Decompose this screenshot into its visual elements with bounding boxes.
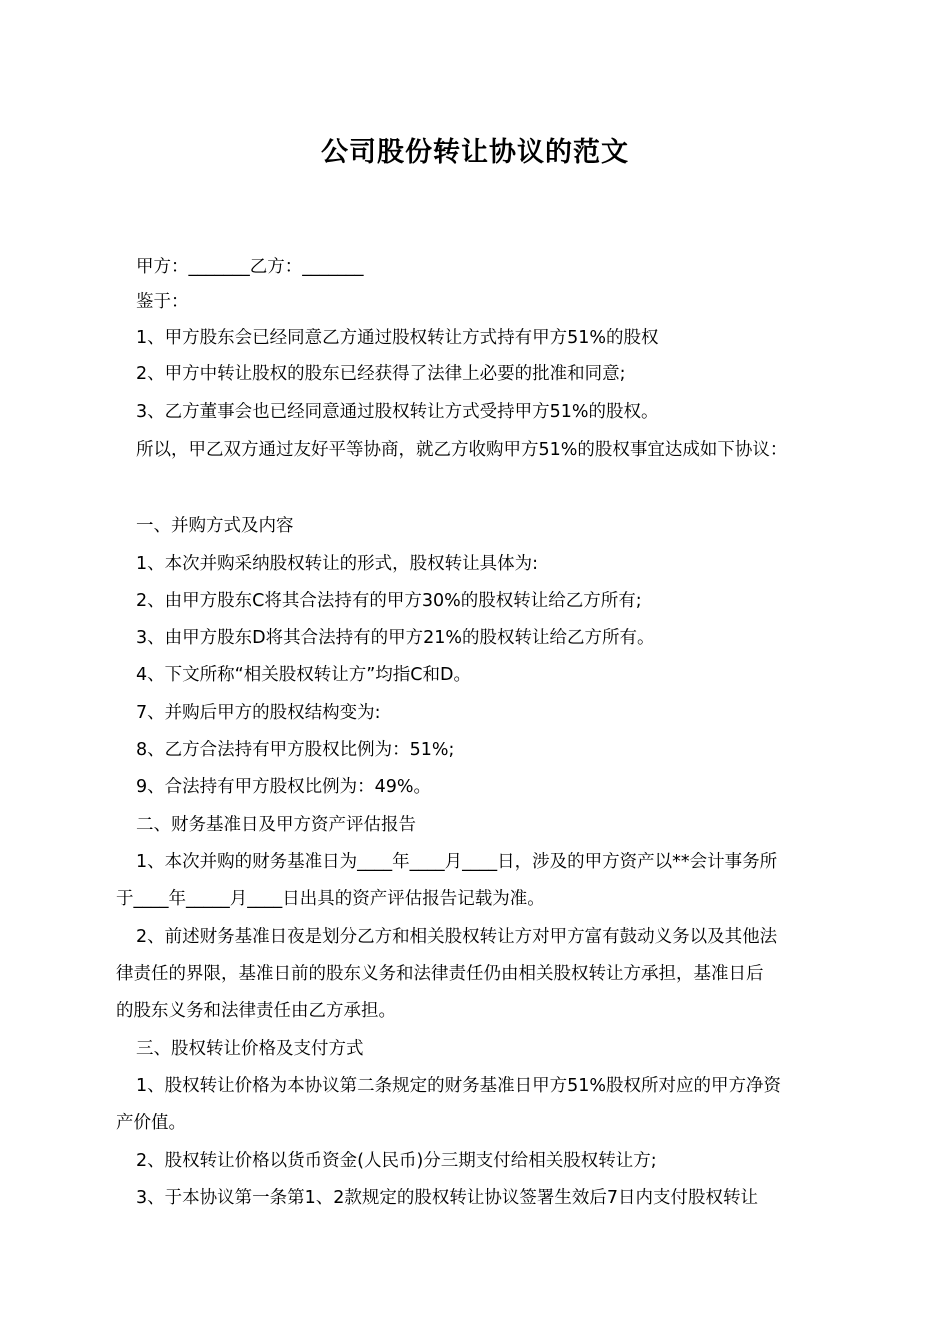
section-1-item: 7、并购后甲方的股权结构变为:: [136, 703, 381, 723]
section-1-item: 9、合法持有甲方股权比例为：49%。: [136, 777, 432, 797]
recitals-heading: 鉴于：: [136, 292, 189, 312]
section-1-item: 4、下文所称“相关股权转让方”均指C和D。: [136, 665, 471, 685]
section-2-item-1-line-2: 于____年_____月____日出具的资产评估报告记载为准。: [116, 889, 545, 909]
section-1-item: 3、由甲方股东D将其合法持有的甲方21%的股权转让给乙方所有。: [136, 628, 655, 648]
recital-item-3: 3、乙方董事会也已经同意通过股权转让方式受持甲方51%的股权。: [136, 402, 659, 422]
section-2-item-1-line-1: 1、本次并购的财务基准日为____年____月____日，涉及的甲方资产以**会计事务所: [136, 852, 778, 872]
document-title: 公司股份转让协议的范文: [321, 137, 629, 168]
section-3-item-1-line-2: 产价值。: [116, 1113, 186, 1133]
section-2-heading: 二、财务基准日及甲方资产评估报告: [136, 815, 416, 835]
section-3-item-3-line-1: 3、于本协议第一条第1、2款规定的股权转让协议签署生效后7日内支付股权转让: [136, 1188, 759, 1208]
recital-item-2: 2、甲方中转让股权的股东已经获得了法律上必要的批准和同意;: [136, 364, 626, 384]
recitals-conclusion: 所以，甲乙双方通过友好平等协商，就乙方收购甲方51%的股权事宜达成如下协议：: [136, 440, 788, 460]
section-2-item-2-line-2: 律责任的界限，基准日前的股东义务和法律责任仍由相关股权转让方承担，基准日后: [116, 964, 764, 984]
section-3-item-1-line-1: 1、股权转让价格为本协议第二条规定的财务基准日甲方51%股权所对应的甲方净资: [136, 1076, 782, 1096]
section-1-item: 1、本次并购采纳股权转让的形式，股权转让具体为:: [136, 554, 539, 574]
section-3-item-2: 2、股权转让价格以货币资金(人民币)分三期支付给相关股权转让方;: [136, 1151, 657, 1171]
party-a-label: 甲方：_______: [136, 257, 250, 277]
party-b-label: 乙方：_______: [249, 257, 364, 277]
section-2-item-2-line-3: 的股东义务和法律责任由乙方承担。: [116, 1001, 396, 1021]
section-3-heading: 三、股权转让价格及支付方式: [136, 1039, 364, 1059]
parties-line: [136, 255, 364, 279]
section-2-item-2-line-1: 2、前述财务基准日夜是划分乙方和相关股权转让方对甲方富有鼓动义务以及其他法: [136, 927, 778, 947]
section-1-heading: 一、并购方式及内容: [136, 516, 294, 536]
recital-item-1: 1、甲方股东会已经同意乙方通过股权转让方式持有甲方51%的股权: [136, 328, 659, 348]
section-1-item: 8、乙方合法持有甲方股权比例为：51%;: [136, 740, 455, 760]
section-1-item: 2、由甲方股东C将其合法持有的甲方30%的股权转让给乙方所有;: [136, 591, 642, 611]
